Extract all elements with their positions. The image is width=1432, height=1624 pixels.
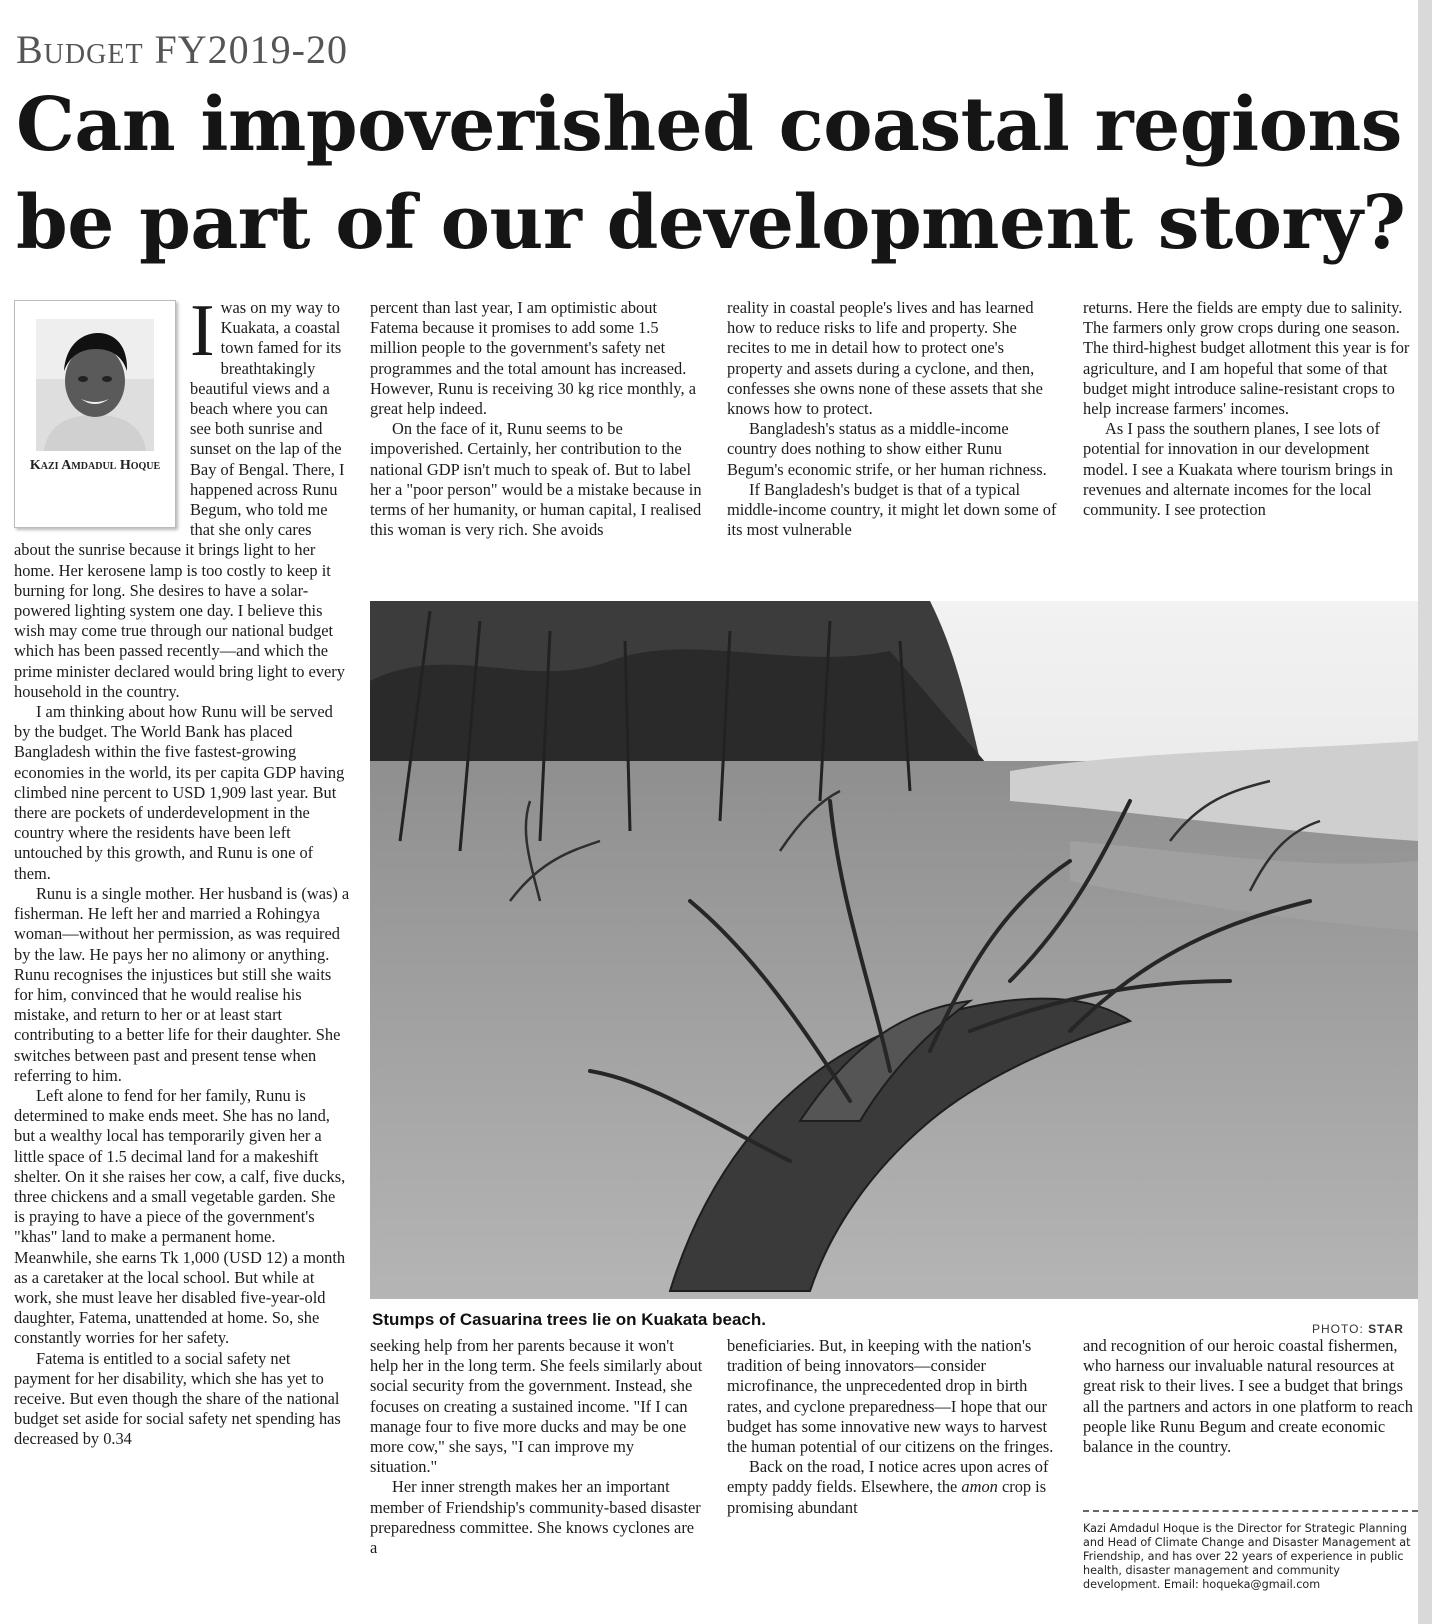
paragraph: Bangladesh's status as a middle-income country does nothing to show either Runu Begum's economic strife, or her human richness. xyxy=(727,419,1047,479)
paragraph: returns. Here the fields are empty due to salinity. The farmers only grow crops during one season. The third-highest budget allotment this year is for agriculture, and I am hopeful that some of that budget might introduce saline-resistant crops to help increase farmers' incomes. xyxy=(1083,298,1410,419)
paragraph-text: Back on the road, I notice acres upon acres of empty paddy fields. Elsewhere, the xyxy=(727,1457,1049,1497)
article-column-3 xyxy=(727,298,1062,540)
article-column-4 xyxy=(1083,298,1413,520)
author-portrait xyxy=(36,319,154,451)
paragraph: Left alone to fend for her family, Runu is determined to make ends meet. She has no land, but a wealthy local has temporarily given her a little space of 1.5 decimal land for a makeshift shelter. On it she raises her cow, a calf, five ducks, three chickens and a small vegetable garden. She is praying to have a piece of the government's "khas" land to make a permanent home. Meanwhile, she earns Tk 1,000 (USD 12) a month as a caretaker at the local school. But while at work, she must leave her disabled five-year-old daughter, Fatema, unattended at home. So, she constantly worries for her safety. xyxy=(14,1085,346,1348)
paragraph: percent than last year, I am optimistic about Fatema because it promises to add some 1.5 million people to the government's safety net programmes and the total amount has increased. However, Runu is receiving 30 kg rice monthly, a great help indeed. xyxy=(370,298,697,419)
paragraph: was on my way to Kuakata, a coastal town famed for its breathtakingly beautiful views and a beach where you can see both sunrise and sunset on the lap of the Bay of Bengal. There, I happened across Runu Begum, who told me that she only cares about the sunrise because it brings light to her home. Her kerosene lamp is too costly to keep it burning for long. She desires to have a solar-powered lighting system one day. I believe this wish may come true through our national budget which has been passed recently—and which the prime minister declared would bring light to every household in the country. xyxy=(14,298,345,701)
photo-credit-label: PHOTO: xyxy=(1312,1322,1364,1336)
paragraph: beneficiaries. But, in keeping with the nation's tradition of being innovators—consider microfinance, the unprecedented drop in birth rates, and cyclone preparedness—I hope that our budget has some innovative new ways to harvest the human potential of our citizens on the fringes. xyxy=(727,1336,1054,1457)
headline: Can impoverished coastal regions be part of our development story? xyxy=(16,82,1406,266)
article-column-2-continued xyxy=(370,1336,705,1558)
paragraph: Runu is a single mother. Her husband is (was) a fisherman. He left her and married a Rohingya woman—without her permission, as was required by the law. He pays her no alimony or anything. Runu recognises the injustices but still she waits for him, convinced that he would realise his mistake, and return to her or at least start contributing to a better life for their daughter. She switches between past and present tense when referring to him. xyxy=(14,883,350,1085)
beach-stumps-illustration xyxy=(370,601,1418,1299)
article-column-1 xyxy=(14,290,350,1450)
paragraph-text: crop is promising abundant xyxy=(727,1477,1047,1517)
photo-credit xyxy=(1312,1322,1404,1336)
paragraph xyxy=(727,1457,1062,1518)
author-name: Kazi Amdadul Hoque xyxy=(29,458,161,473)
paragraph: Her inner strength makes her an important member of Friendship's community-based disaster preparedness committee. She knows cyclones are a xyxy=(370,1477,701,1558)
paragraph: If Bangladesh's budget is that of a typical middle-income country, it might let down some of its most vulnerable xyxy=(727,479,1057,540)
paragraph: and recognition of our heroic coastal fishermen, who harness our invaluable natural resources at great risk to their lives. I see a budget that brings all the partners and actors in one platform to reach people like Runu Begum and create economic balance in the country. xyxy=(1083,1336,1413,1457)
article-column-2 xyxy=(370,298,705,540)
emphasis-text: amon xyxy=(961,1477,998,1497)
paragraph: reality in coastal people's lives and has learned how to reduce risks to life and property. She recites to me in detail how to protect one's property and assets during a cyclone, and then, confesses she owns none of these assets that she knows how to protect. xyxy=(727,298,1043,419)
paragraph: seeking help from her parents because it won't help her in the long term. She feels similarly about social security from the government. Instead, she focuses on creating a sustained income. "If I can manage four to five more ducks and may be one more cow," she says, "I can improve my situation." xyxy=(370,1336,703,1477)
author-bio: Kazi Amdadul Hoque is the Director for Strategic Planning and Head of Climate Change and Disaster Management at Friendship, and has over 22 years of experience in public health, disaster management and community development. Email: hoqueka@gmail.com xyxy=(1083,1510,1418,1592)
section-kicker: Budget FY2019-20 xyxy=(16,27,349,72)
beach-photo xyxy=(370,601,1418,1299)
paragraph: Fatema is entitled to a social safety net payment for her disability, which she has yet to receive. But even though the share of the national budget set aside for social safety net spending has decreased by 0.34 xyxy=(14,1348,341,1449)
photo-caption: Stumps of Casuarina trees lie on Kuakata beach. xyxy=(372,1310,766,1329)
photo-credit-source: STAR xyxy=(1368,1322,1404,1336)
page-edge-strip xyxy=(1418,0,1432,1624)
paragraph: On the face of it, Runu seems to be impoverished. Certainly, her contribution to the national GDP isn't much to speak of. But to label her a "poor person" would be a mistake because in terms of her humanity, or human capital, I realised this woman is very rich. She avoids xyxy=(370,419,702,540)
paragraph: As I pass the southern planes, I see lots of potential for innovation in our development model. I see a Kuakata where tourism brings in revenues and alternate incomes for the local community. I see protection xyxy=(1083,419,1393,520)
author-box xyxy=(14,300,176,528)
article-column-4-continued xyxy=(1083,1336,1418,1457)
paragraph: I am thinking about how Runu will be served by the budget. The World Bank has placed Bangladesh within the five fastest-growing economies in the world, its per capita GDP having climbed nine percent to USD 1,909 last year. But there are pockets of underdevelopment in the country where the residents have been left untouched by this growth, and Runu is one of them. xyxy=(14,702,345,883)
article-column-3-continued xyxy=(727,1336,1062,1518)
drop-cap: I xyxy=(190,290,215,372)
